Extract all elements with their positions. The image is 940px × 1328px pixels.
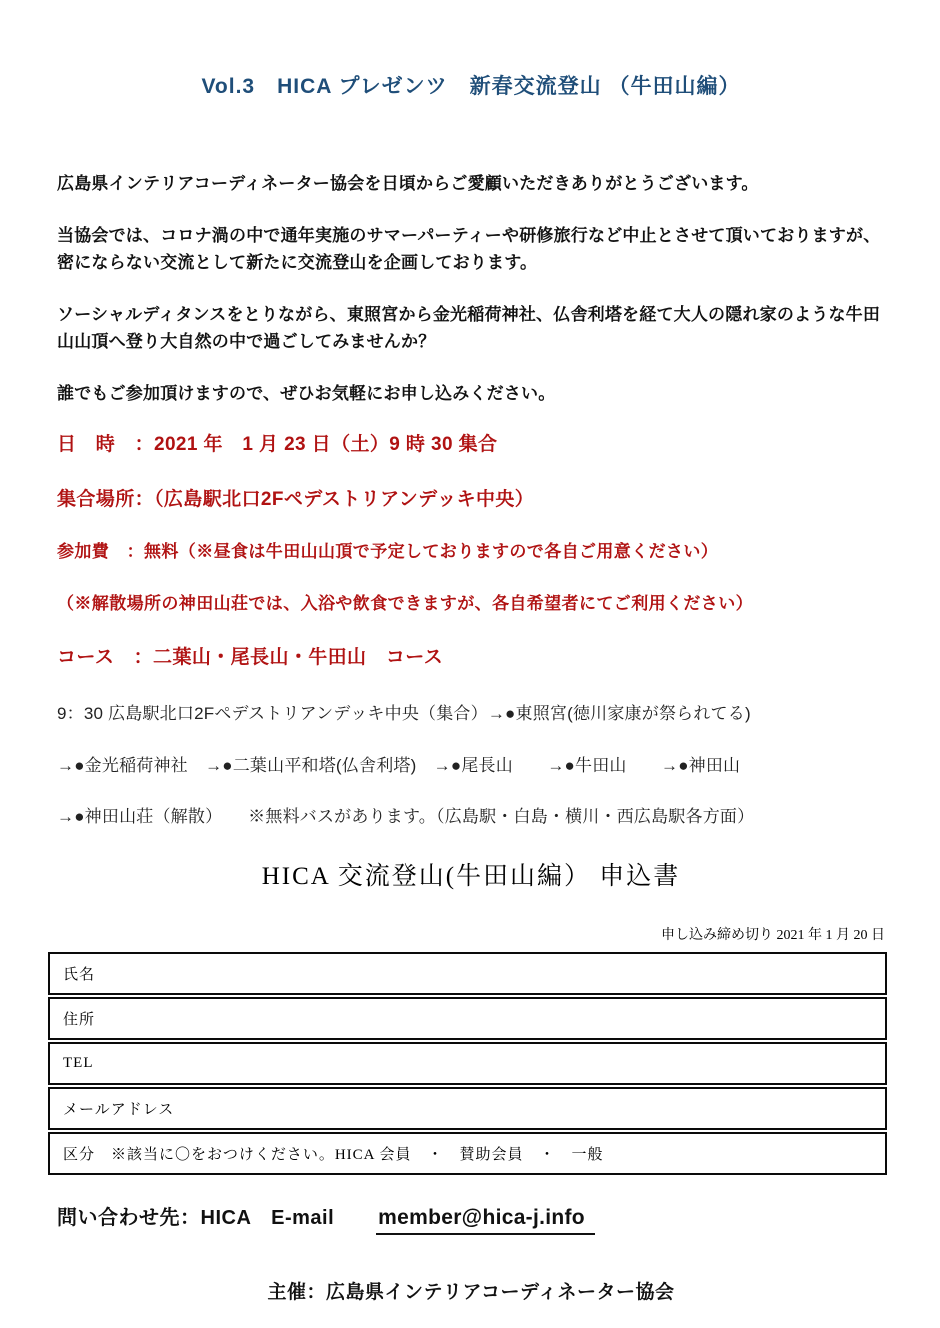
form-row-address-label: 住所 [63, 1011, 96, 1028]
itinerary-line-1: 9：30 広島駅北口2Fペデストリアンデッキ中央（集合）→●東照宮(徳川家康が祭られてる) [57, 704, 751, 724]
form-row-category-label: 区分 ※該当に〇をおつけください。HICA 会員 ・ 賛助会員 ・ 一般 [63, 1146, 604, 1163]
page-title: Vol.3 HICA プレゼンツ 新春交流登山 （牛田山編） [201, 75, 741, 98]
host-organization: 主催：広島県インテリアコーディネーター協会 [267, 1281, 675, 1303]
intro-paragraph-4: 誰でもご参加頂けますので、ぜひお気軽にお申し込みください。 [57, 383, 556, 403]
participation-fee: 参加費 ：無料（※昼食は牛田山山頂で予定しておりますので各自ご用意ください） [57, 542, 719, 562]
intro-paragraph-1: 広島県インテリアコーディネーター協会を日頃からご愛顧いただきありがとうございます。 [57, 174, 759, 193]
event-datetime: 日 時 ：2021 年 1 月 23 日（土）9 時 30 集合 [57, 434, 498, 456]
contact-label: 問い合わせ先：HICA E-mail [57, 1206, 335, 1229]
application-form-table [48, 952, 887, 1175]
itinerary-line-3: →●神田山荘（解散） ※無料バスがあります。（広島駅・白島・横川・西広島駅各方面） [57, 807, 755, 827]
intro-paragraph-2: 当協会では、コロナ渦の中で通年実施のサマーパーティーや研修旅行など中止とさせて頂いておりますが、密にならない交流として新たに交流登山を企画しております。 [57, 225, 881, 273]
form-row-tel-label: TEL [63, 1054, 94, 1071]
application-deadline: 申し込み締め切り 2021 年 1 月 20 日 [661, 927, 885, 943]
form-row-tel [48, 1042, 887, 1085]
form-row-email-label: メールアドレス [63, 1101, 175, 1118]
course-line: コース ：二葉山・尾長山・牛田山 コース [57, 646, 444, 668]
contact-line [57, 1201, 885, 1235]
form-row-name-label: 氏名 [63, 966, 96, 983]
form-row-name [48, 952, 887, 995]
dismissal-note: （※解散場所の神田山荘では、入浴や飲食できますが、各自希望者にてご利用ください） [57, 593, 753, 613]
meeting-place: 集合場所：（広島駅北口2Fペデストリアンデッキ中央） [57, 488, 535, 510]
contact-email-link[interactable]: member@hica-j.info [376, 1206, 595, 1235]
form-row-email [48, 1087, 887, 1130]
form-row-address [48, 997, 887, 1040]
itinerary-line-2: →●金光稲荷神社 →●二葉山平和塔(仏舎利塔) →●尾長山 →●牛田山 →●神田山 [57, 755, 741, 775]
application-form-title: HICA 交流登山(牛田山編） 申込書 [261, 862, 681, 890]
form-row-category [48, 1132, 887, 1175]
intro-paragraph-3: ソーシャルディタンスをとりながら、東照宮から金光稲荷神社、仏舎利塔を経て大人の隠れ家のような牛田山山頂へ登り大自然の中で過ごしてみませんか？ [57, 304, 881, 352]
